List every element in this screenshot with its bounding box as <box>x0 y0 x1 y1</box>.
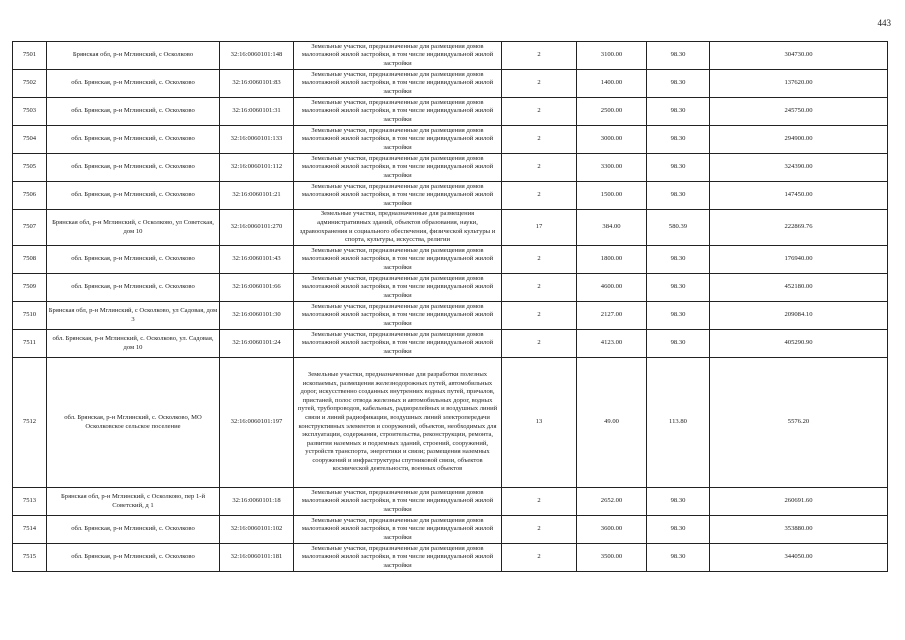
row-number: 7511 <box>13 330 47 358</box>
row-number: 7512 <box>13 358 47 488</box>
use-group-cell: 2 <box>502 70 577 98</box>
area-cell: 384.00 <box>577 210 647 246</box>
table-row <box>13 516 888 544</box>
use-group-cell: 17 <box>502 210 577 246</box>
address-cell: обл. Брянская, р-н Мглинский, с. Осколково <box>47 70 220 98</box>
row-number: 7505 <box>13 154 47 182</box>
row-number: 7513 <box>13 488 47 516</box>
cadastral-value-cell: 209084.10 <box>710 302 888 330</box>
address-cell: обл. Брянская, р-н Мглинский, с. Осколково, МО Осколковское сельское поселение <box>47 358 220 488</box>
use-group-cell: 2 <box>502 126 577 154</box>
cadastral-value-cell: 176940.00 <box>710 246 888 274</box>
address-cell: обл. Брянская, р-н Мглинский, с. Осколково <box>47 126 220 154</box>
cadastral-value-cell: 353880.00 <box>710 516 888 544</box>
unit-value-cell: 98.30 <box>647 126 710 154</box>
cadastral-number-cell: 32:16:0060101:148 <box>220 42 294 70</box>
area-cell: 3500.00 <box>577 544 647 572</box>
unit-value-cell: 98.30 <box>647 182 710 210</box>
unit-value-cell: 98.30 <box>647 98 710 126</box>
use-group-cell: 2 <box>502 274 577 302</box>
table-row <box>13 98 888 126</box>
use-group-cell: 2 <box>502 98 577 126</box>
area-cell: 2127.00 <box>577 302 647 330</box>
cadastral-value-cell: 344050.00 <box>710 544 888 572</box>
area-cell: 1400.00 <box>577 70 647 98</box>
table-row <box>13 246 888 274</box>
use-group-cell: 2 <box>502 330 577 358</box>
cadastral-number-cell: 32:16:0060101:18 <box>220 488 294 516</box>
table-row <box>13 42 888 70</box>
table-row <box>13 210 888 246</box>
address-cell: обл. Брянская, р-н Мглинский, с. Осколково <box>47 516 220 544</box>
table-row <box>13 126 888 154</box>
area-cell: 3300.00 <box>577 154 647 182</box>
land-use-cell: Земельные участки, предназначенные для размещения домов малоэтажной жилой застройки, в том числе индивидуальной жилой застройки <box>294 98 502 126</box>
address-cell: обл. Брянская, р-н Мглинский, с. Осколково <box>47 182 220 210</box>
cadastral-value-cell: 304730.00 <box>710 42 888 70</box>
row-number: 7507 <box>13 210 47 246</box>
land-use-cell: Земельные участки, предназначенные для размещения домов малоэтажной жилой застройки, в том числе индивидуальной жилой застройки <box>294 182 502 210</box>
address-cell: обл. Брянская, р-н Мглинский, с. Осколково, ул. Садовая, дом 10 <box>47 330 220 358</box>
cadastral-value-cell: 294900.00 <box>710 126 888 154</box>
table-row <box>13 154 888 182</box>
cadastral-number-cell: 32:16:0060101:21 <box>220 182 294 210</box>
area-cell: 3000.00 <box>577 126 647 154</box>
cadastral-value-cell: 405290.90 <box>710 330 888 358</box>
land-use-cell: Земельные участки, предназначенные для размещения домов малоэтажной жилой застройки, в том числе индивидуальной жилой застройки <box>294 274 502 302</box>
unit-value-cell: 98.30 <box>647 42 710 70</box>
address-cell: обл. Брянская, р-н Мглинский, с. Осколково <box>47 154 220 182</box>
use-group-cell: 2 <box>502 42 577 70</box>
address-cell: Брянская обл, р-н Мглинский, с Осколково, ул Советская, дом 10 <box>47 210 220 246</box>
table-row <box>13 544 888 572</box>
address-cell: обл. Брянская, р-н Мглинский, с. Осколково <box>47 98 220 126</box>
cadastral-value-cell: 147450.00 <box>710 182 888 210</box>
address-cell: обл. Брянская, р-н Мглинский, с. Осколково <box>47 246 220 274</box>
land-registry-table <box>12 41 888 572</box>
unit-value-cell: 98.30 <box>647 246 710 274</box>
table-row <box>13 274 888 302</box>
table-row <box>13 358 888 488</box>
cadastral-number-cell: 32:16:0060101:112 <box>220 154 294 182</box>
cadastral-number-cell: 32:16:0060101:43 <box>220 246 294 274</box>
unit-value-cell: 98.30 <box>647 544 710 572</box>
cadastral-value-cell: 222869.76 <box>710 210 888 246</box>
cadastral-number-cell: 32:16:0060101:133 <box>220 126 294 154</box>
table-body <box>13 42 888 572</box>
row-number: 7514 <box>13 516 47 544</box>
land-use-cell: Земельные участки, предназначенные для размещения домов малоэтажной жилой застройки, в том числе индивидуальной жилой застройки <box>294 516 502 544</box>
land-use-cell: Земельные участки, предназначенные для размещения домов малоэтажной жилой застройки, в том числе индивидуальной жилой застройки <box>294 154 502 182</box>
land-use-cell: Земельные участки, предназначенные для размещения домов малоэтажной жилой застройки, в том числе индивидуальной жилой застройки <box>294 42 502 70</box>
table-row <box>13 330 888 358</box>
land-use-cell: Земельные участки, предназначенные для размещения домов малоэтажной жилой застройки, в том числе индивидуальной жилой застройки <box>294 330 502 358</box>
cadastral-value-cell: 5576.20 <box>710 358 888 488</box>
cadastral-number-cell: 32:16:0060101:66 <box>220 274 294 302</box>
row-number: 7503 <box>13 98 47 126</box>
address-cell: Брянская обл, р-н Мглинский, с Осколково, пер 1-й Советский, д 1 <box>47 488 220 516</box>
area-cell: 1500.00 <box>577 182 647 210</box>
table-row <box>13 70 888 98</box>
use-group-cell: 2 <box>502 246 577 274</box>
land-use-cell: Земельные участки, предназначенные для размещения административных зданий, объектов образования, науки, здравоохранения и социального обеспечения, физической культуры и спорта, культуры, искусства, религии <box>294 210 502 246</box>
cadastral-number-cell: 32:16:0060101:102 <box>220 516 294 544</box>
area-cell: 1800.00 <box>577 246 647 274</box>
row-number: 7501 <box>13 42 47 70</box>
unit-value-cell: 98.30 <box>647 70 710 98</box>
cadastral-value-cell: 137620.00 <box>710 70 888 98</box>
address-cell: Брянская обл, р-н Мглинский, с Осколково <box>47 42 220 70</box>
address-cell: обл. Брянская, р-н Мглинский, с. Осколково <box>47 544 220 572</box>
cadastral-number-cell: 32:16:0060101:30 <box>220 302 294 330</box>
area-cell: 3600.00 <box>577 516 647 544</box>
area-cell: 3100.00 <box>577 42 647 70</box>
cadastral-value-cell: 324390.00 <box>710 154 888 182</box>
land-use-cell: Земельные участки, предназначенные для разработки полезных ископаемых, размещения железнодорожных путей, автомобильных дорог, искусственно созданных внутренних водных путей, причалов, пристаней, полос отвода железных и автомобильных дорог, водных путей, трубопроводов, кабельных, радиорелейных и воздушных линий связи и линий радиофикации, воздушных линий электропередачи конструктивных элементов и сооружений, объектов, необходимых для эксплуатации, содержания, строительства, реконструкции, ремонта, развития наземных и подземных зданий, строений, сооружений, устройств транспорта, энергетики и связи; размещения наземных сооружений и инфраструктуры спутниковой связи, объектов космической деятельности, военных объектов <box>294 358 502 488</box>
area-cell: 2652.00 <box>577 488 647 516</box>
table-row <box>13 488 888 516</box>
use-group-cell: 2 <box>502 154 577 182</box>
row-number: 7504 <box>13 126 47 154</box>
unit-value-cell: 98.30 <box>647 516 710 544</box>
row-number: 7506 <box>13 182 47 210</box>
cadastral-value-cell: 245750.00 <box>710 98 888 126</box>
row-number: 7502 <box>13 70 47 98</box>
unit-value-cell: 580.39 <box>647 210 710 246</box>
cadastral-value-cell: 260691.60 <box>710 488 888 516</box>
row-number: 7510 <box>13 302 47 330</box>
table-row <box>13 182 888 210</box>
area-cell: 4123.00 <box>577 330 647 358</box>
unit-value-cell: 98.30 <box>647 302 710 330</box>
unit-value-cell: 98.30 <box>647 488 710 516</box>
row-number: 7509 <box>13 274 47 302</box>
page-number: 443 <box>877 18 891 28</box>
row-number: 7508 <box>13 246 47 274</box>
cadastral-number-cell: 32:16:0060101:83 <box>220 70 294 98</box>
table-row <box>13 302 888 330</box>
use-group-cell: 2 <box>502 516 577 544</box>
cadastral-value-cell: 452180.00 <box>710 274 888 302</box>
land-use-cell: Земельные участки, предназначенные для размещения домов малоэтажной жилой застройки, в том числе индивидуальной жилой застройки <box>294 544 502 572</box>
unit-value-cell: 98.30 <box>647 274 710 302</box>
cadastral-number-cell: 32:16:0060101:181 <box>220 544 294 572</box>
use-group-cell: 2 <box>502 302 577 330</box>
land-use-cell: Земельные участки, предназначенные для размещения домов малоэтажной жилой застройки, в том числе индивидуальной жилой застройки <box>294 70 502 98</box>
unit-value-cell: 98.30 <box>647 154 710 182</box>
use-group-cell: 13 <box>502 358 577 488</box>
cadastral-number-cell: 32:16:0060101:197 <box>220 358 294 488</box>
cadastral-number-cell: 32:16:0060101:24 <box>220 330 294 358</box>
area-cell: 4600.00 <box>577 274 647 302</box>
address-cell: Брянская обл, р-н Мглинский, с Осколково, ул Садовая, дом 3 <box>47 302 220 330</box>
area-cell: 2500.00 <box>577 98 647 126</box>
row-number: 7515 <box>13 544 47 572</box>
land-use-cell: Земельные участки, предназначенные для размещения домов малоэтажной жилой застройки, в том числе индивидуальной жилой застройки <box>294 488 502 516</box>
land-use-cell: Земельные участки, предназначенные для размещения домов малоэтажной жилой застройки, в том числе индивидуальной жилой застройки <box>294 302 502 330</box>
cadastral-number-cell: 32:16:0060101:270 <box>220 210 294 246</box>
use-group-cell: 2 <box>502 182 577 210</box>
unit-value-cell: 98.30 <box>647 330 710 358</box>
use-group-cell: 2 <box>502 544 577 572</box>
land-use-cell: Земельные участки, предназначенные для размещения домов малоэтажной жилой застройки, в том числе индивидуальной жилой застройки <box>294 246 502 274</box>
address-cell: обл. Брянская, р-н Мглинский, с. Осколково <box>47 274 220 302</box>
cadastral-number-cell: 32:16:0060101:31 <box>220 98 294 126</box>
land-use-cell: Земельные участки, предназначенные для размещения домов малоэтажной жилой застройки, в том числе индивидуальной жилой застройки <box>294 126 502 154</box>
use-group-cell: 2 <box>502 488 577 516</box>
area-cell: 49.00 <box>577 358 647 488</box>
unit-value-cell: 113.80 <box>647 358 710 488</box>
